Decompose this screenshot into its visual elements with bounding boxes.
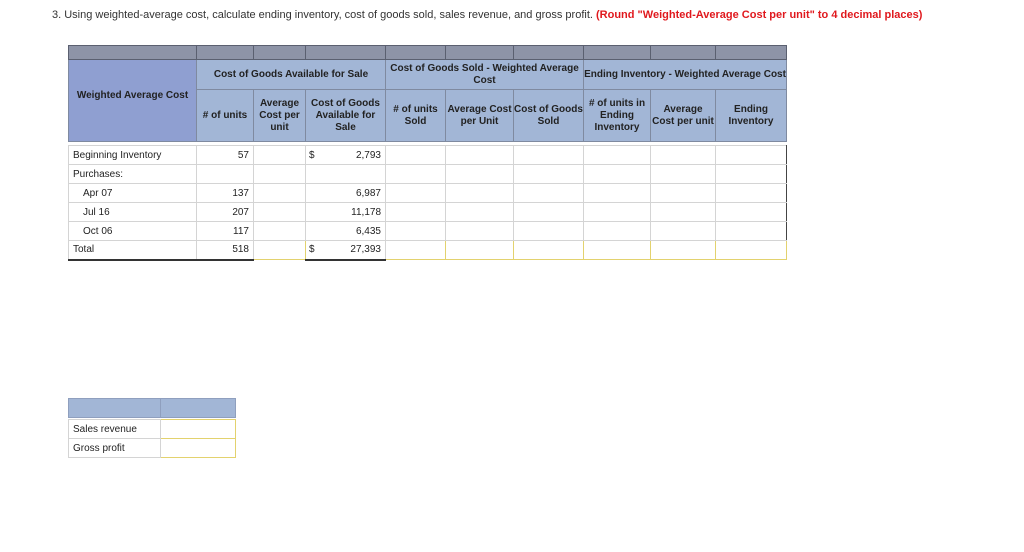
total-units-sold-input[interactable] — [386, 241, 446, 260]
col-units-ending: # of units in Ending Inventory — [584, 90, 651, 142]
cost-cell — [306, 241, 386, 260]
avg-cost-cell — [254, 184, 306, 203]
empty-cell — [651, 203, 716, 222]
row-label: Apr 07 — [69, 184, 197, 203]
dollar-sign: $ — [309, 244, 315, 256]
corner-header — [69, 60, 197, 142]
total-ending-inventory-input[interactable] — [716, 241, 787, 260]
empty-cell — [716, 203, 787, 222]
rounding-note: (Round "Weighted-Average Cost per unit" to 4 decimal places) — [596, 9, 923, 21]
empty-cell — [386, 203, 446, 222]
empty-cell — [446, 184, 514, 203]
empty-cell — [716, 222, 787, 241]
question-main: 3. Using weighted-average cost, calculate ending inventory, cost of goods sold, sales revenue, and gross profit. — [52, 9, 593, 21]
cost-cell — [306, 146, 386, 165]
header-topbar — [69, 46, 787, 60]
empty-cell — [446, 165, 514, 184]
units-cell: 207 — [197, 203, 254, 222]
cost-cell: 6,435 — [306, 222, 386, 241]
empty-cell — [651, 184, 716, 203]
avg-cost-cell — [254, 203, 306, 222]
avg-cost-cell — [254, 146, 306, 165]
gross-profit-row — [69, 439, 236, 458]
group-available: Cost of Goods Available for Sale — [197, 60, 386, 90]
row-label: Total — [69, 241, 197, 260]
table-row-oct — [69, 222, 787, 241]
sales-header-row — [69, 399, 236, 418]
empty-cell — [514, 222, 584, 241]
col-avg-cost-unit: Average Cost per unit — [254, 90, 306, 142]
empty-cell — [651, 165, 716, 184]
total-avg-cost-ending-input[interactable] — [651, 241, 716, 260]
empty-cell — [584, 222, 651, 241]
empty-cell — [386, 146, 446, 165]
empty-cell — [716, 184, 787, 203]
table-row-apr — [69, 184, 787, 203]
col-units-sold: # of units Sold — [386, 90, 446, 142]
corner-label: Weighted Average Cost — [76, 90, 189, 101]
empty-cell — [514, 146, 584, 165]
table-row-total — [69, 241, 787, 260]
col-avg-cost-ending: Average Cost per unit — [651, 90, 716, 142]
sales-revenue-row — [69, 420, 236, 439]
empty-cell — [651, 222, 716, 241]
row-label: Purchases: — [69, 165, 197, 184]
empty-cell — [446, 146, 514, 165]
col-cost-sold: Cost of Goods Sold — [514, 90, 584, 142]
table-row-jul — [69, 203, 787, 222]
empty-cell — [386, 184, 446, 203]
dollar-sign: $ — [309, 149, 315, 161]
empty-cell — [651, 146, 716, 165]
empty-cell — [584, 165, 651, 184]
units-cell: 117 — [197, 222, 254, 241]
group-header-row — [69, 60, 787, 90]
total-cost-sold-input[interactable] — [514, 241, 584, 260]
sales-revenue-input[interactable] — [161, 420, 236, 439]
group-cogs: Cost of Goods Sold - Weighted Average Cost — [386, 60, 584, 90]
empty-cell — [446, 222, 514, 241]
sales-summary-table — [68, 398, 236, 458]
total-avg-cost-input[interactable] — [254, 241, 306, 260]
table-row-beginning — [69, 146, 787, 165]
col-units: # of units — [197, 90, 254, 142]
avg-cost-cell — [254, 222, 306, 241]
table-row-purchases — [69, 165, 787, 184]
units-cell: 137 — [197, 184, 254, 203]
total-units-ending-input[interactable] — [584, 241, 651, 260]
cost-value: 2,793 — [355, 149, 381, 161]
gross-profit-input[interactable] — [161, 439, 236, 458]
empty-cell — [584, 203, 651, 222]
row-label: Jul 16 — [69, 203, 197, 222]
col-avg-cost-sold: Average Cost per Unit — [446, 90, 514, 142]
question-text — [52, 9, 922, 21]
total-avg-cost-sold-input[interactable] — [446, 241, 514, 260]
row-label: Oct 06 — [69, 222, 197, 241]
weighted-average-table — [68, 45, 787, 261]
empty-cell — [386, 222, 446, 241]
cost-cell: 6,987 — [306, 184, 386, 203]
cost-cell: 11,178 — [306, 203, 386, 222]
empty-cell — [514, 165, 584, 184]
empty-cell — [254, 165, 306, 184]
col-cost-available: Cost of Goods Available for Sale — [306, 90, 386, 142]
col-ending-inventory: Ending Inventory — [716, 90, 787, 142]
empty-cell — [197, 165, 254, 184]
empty-cell — [514, 203, 584, 222]
row-label: Beginning Inventory — [69, 146, 197, 165]
empty-cell — [514, 184, 584, 203]
cost-value: 27,393 — [350, 244, 381, 256]
sales-revenue-label: Sales revenue — [69, 420, 161, 439]
empty-cell — [584, 184, 651, 203]
group-ending: Ending Inventory - Weighted Average Cost — [584, 60, 787, 90]
empty-cell — [716, 165, 787, 184]
units-cell: 57 — [197, 146, 254, 165]
empty-cell — [584, 146, 651, 165]
gross-profit-label: Gross profit — [69, 439, 161, 458]
empty-cell — [306, 165, 386, 184]
empty-cell — [446, 203, 514, 222]
empty-cell — [716, 146, 787, 165]
empty-cell — [386, 165, 446, 184]
units-cell: 518 — [197, 241, 254, 260]
